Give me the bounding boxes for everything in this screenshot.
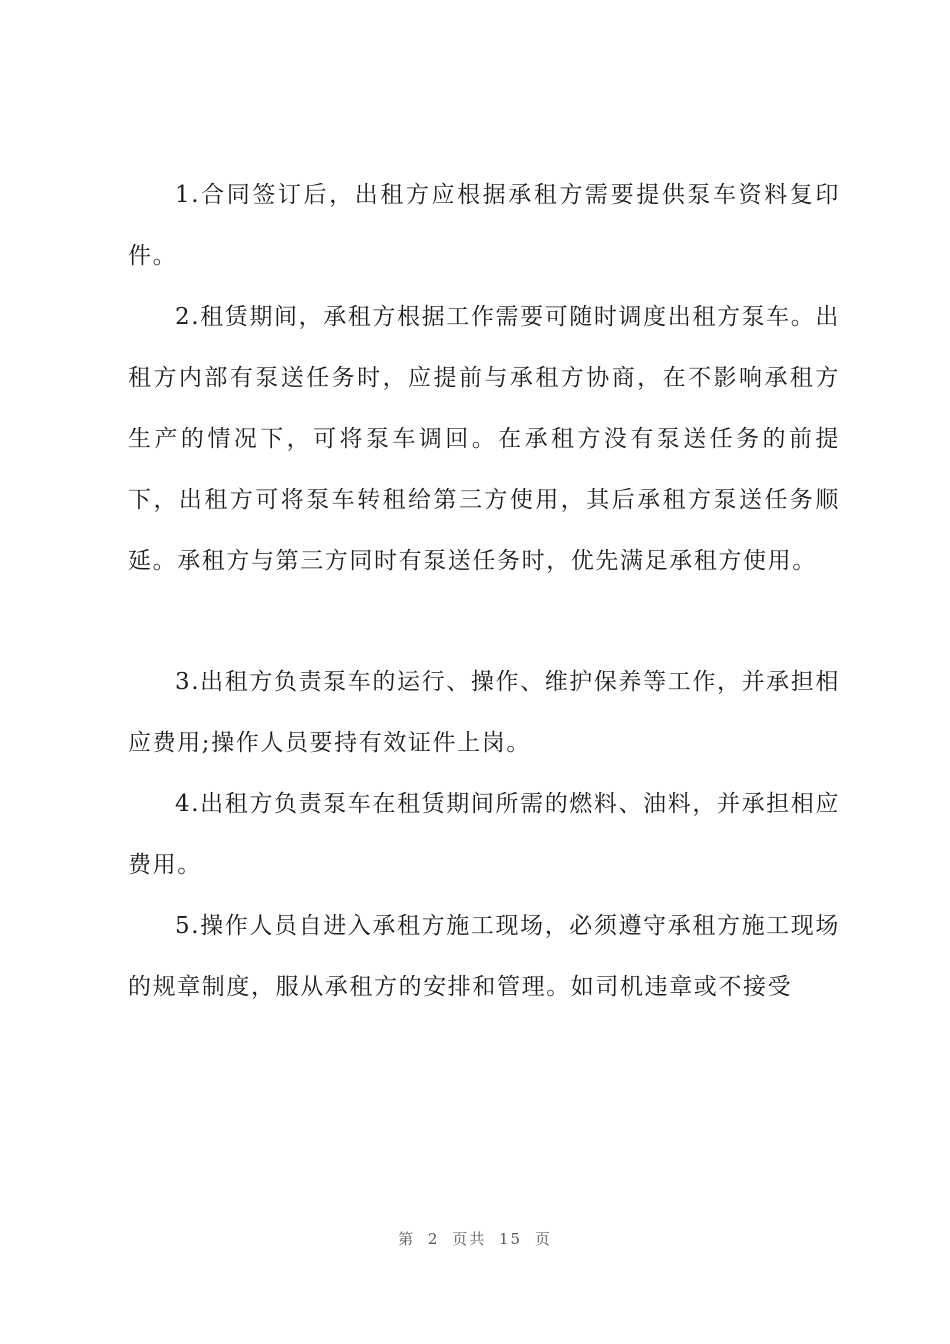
paragraph-spacer <box>128 592 840 652</box>
paragraph-3: 3.出租方负责泵车的运行、操作、维护保养等工作，并承担相应费用;操作人员要持有效证件上岗。 <box>128 669 840 756</box>
document-body <box>128 165 840 1018</box>
paragraph-1: 1.合同签订后，出租方应根据承租方需要提供泵车资料复印件。 <box>128 182 840 269</box>
paragraph-4: 4.出租方负责泵车在租赁期间所需的燃料、油料，并承担相应费用。 <box>128 791 840 878</box>
page-number-footer: 第 2 页共 15 页 <box>398 1230 552 1248</box>
paragraph-2: 2.租赁期间，承租方根据工作需要可随时调度出租方泵车。出租方内部有泵送任务时，应提前与承租方协商，在不影响承租方生产的情况下，可将泵车调回。在承租方没有泵送任务的前提下，出租方可将泵车转租给第三方使用，其后承租方泵送任务顺延。承租方与第三方同时有泵送任务时，优先满足承租方使用。 <box>128 304 840 574</box>
paragraph-5: 5.操作人员自进入承租方施工现场，必须遵守承租方施工现场的规章制度，服从承租方的安排和管理。如司机违章或不接受 <box>128 913 840 1000</box>
